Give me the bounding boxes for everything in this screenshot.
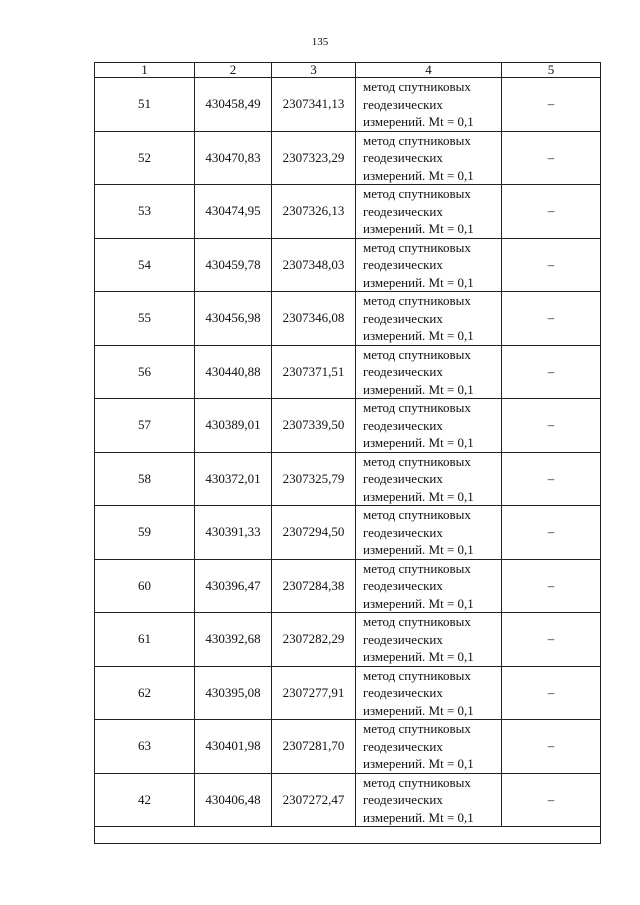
table-row xyxy=(95,452,601,506)
table-row xyxy=(95,292,601,346)
table-row xyxy=(95,506,601,560)
table-footer-row xyxy=(95,827,601,844)
method-cell: метод спутниковых геодезических измерений. Mt = 0,1 xyxy=(356,666,502,720)
table-row xyxy=(95,559,601,613)
y-coordinate-cell: 2307348,03 xyxy=(272,238,356,292)
column-5-cell: – xyxy=(502,506,601,560)
x-coordinate-cell: 430458,49 xyxy=(195,78,272,132)
column-5-cell: – xyxy=(502,720,601,774)
y-coordinate-cell: 2307282,29 xyxy=(272,613,356,667)
column-5-cell: – xyxy=(502,773,601,827)
x-coordinate-cell: 430456,98 xyxy=(195,292,272,346)
point-number-cell: 53 xyxy=(95,185,195,239)
x-coordinate-cell: 430392,68 xyxy=(195,613,272,667)
method-cell: метод спутниковых геодезических измерений. Mt = 0,1 xyxy=(356,452,502,506)
point-number-cell: 55 xyxy=(95,292,195,346)
x-coordinate-cell: 430372,01 xyxy=(195,452,272,506)
method-cell: метод спутниковых геодезических измерений. Mt = 0,1 xyxy=(356,720,502,774)
y-coordinate-cell: 2307341,13 xyxy=(272,78,356,132)
method-cell: метод спутниковых геодезических измерений. Mt = 0,1 xyxy=(356,399,502,453)
table-row xyxy=(95,78,601,132)
method-cell: метод спутниковых геодезических измерений. Mt = 0,1 xyxy=(356,185,502,239)
point-number-cell: 57 xyxy=(95,399,195,453)
table-row xyxy=(95,238,601,292)
method-cell: метод спутниковых геодезических измерений. Mt = 0,1 xyxy=(356,292,502,346)
coordinates-table xyxy=(94,62,601,844)
x-coordinate-cell: 430396,47 xyxy=(195,559,272,613)
x-coordinate-cell: 430440,88 xyxy=(195,345,272,399)
table-row xyxy=(95,131,601,185)
x-coordinate-cell: 430389,01 xyxy=(195,399,272,453)
column-5-cell: – xyxy=(502,78,601,132)
y-coordinate-cell: 2307277,91 xyxy=(272,666,356,720)
x-coordinate-cell: 430395,08 xyxy=(195,666,272,720)
y-coordinate-cell: 2307281,70 xyxy=(272,720,356,774)
header-cell-4: 4 xyxy=(356,63,502,78)
x-coordinate-cell: 430401,98 xyxy=(195,720,272,774)
header-cell-1: 1 xyxy=(95,63,195,78)
method-cell: метод спутниковых геодезических измерений. Mt = 0,1 xyxy=(356,238,502,292)
point-number-cell: 42 xyxy=(95,773,195,827)
y-coordinate-cell: 2307325,79 xyxy=(272,452,356,506)
y-coordinate-cell: 2307323,29 xyxy=(272,131,356,185)
method-cell: метод спутниковых геодезических измерений. Mt = 0,1 xyxy=(356,773,502,827)
table-row xyxy=(95,345,601,399)
column-5-cell: – xyxy=(502,345,601,399)
x-coordinate-cell: 430459,78 xyxy=(195,238,272,292)
column-5-cell: – xyxy=(502,666,601,720)
header-cell-3: 3 xyxy=(272,63,356,78)
table-row xyxy=(95,773,601,827)
point-number-cell: 52 xyxy=(95,131,195,185)
y-coordinate-cell: 2307284,38 xyxy=(272,559,356,613)
page-number: 135 xyxy=(311,36,329,48)
x-coordinate-cell: 430470,83 xyxy=(195,131,272,185)
column-5-cell: – xyxy=(502,238,601,292)
x-coordinate-cell: 430391,33 xyxy=(195,506,272,560)
y-coordinate-cell: 2307294,50 xyxy=(272,506,356,560)
column-5-cell: – xyxy=(502,452,601,506)
method-cell: метод спутниковых геодезических измерений. Mt = 0,1 xyxy=(356,78,502,132)
method-cell: метод спутниковых геодезических измерений. Mt = 0,1 xyxy=(356,613,502,667)
point-number-cell: 58 xyxy=(95,452,195,506)
header-cell-2: 2 xyxy=(195,63,272,78)
table-row xyxy=(95,720,601,774)
y-coordinate-cell: 2307272,47 xyxy=(272,773,356,827)
point-number-cell: 51 xyxy=(95,78,195,132)
point-number-cell: 56 xyxy=(95,345,195,399)
y-coordinate-cell: 2307339,50 xyxy=(272,399,356,453)
table-row xyxy=(95,666,601,720)
x-coordinate-cell: 430474,95 xyxy=(195,185,272,239)
point-number-cell: 63 xyxy=(95,720,195,774)
column-5-cell: – xyxy=(502,185,601,239)
method-cell: метод спутниковых геодезических измерений. Mt = 0,1 xyxy=(356,345,502,399)
column-5-cell: – xyxy=(502,399,601,453)
column-5-cell: – xyxy=(502,559,601,613)
y-coordinate-cell: 2307346,08 xyxy=(272,292,356,346)
method-cell: метод спутниковых геодезических измерений. Mt = 0,1 xyxy=(356,506,502,560)
y-coordinate-cell: 2307371,51 xyxy=(272,345,356,399)
x-coordinate-cell: 430406,48 xyxy=(195,773,272,827)
method-cell: метод спутниковых геодезических измерений. Mt = 0,1 xyxy=(356,559,502,613)
column-5-cell: – xyxy=(502,613,601,667)
header-cell-5: 5 xyxy=(502,63,601,78)
table-header-row xyxy=(95,63,601,78)
table-row xyxy=(95,185,601,239)
column-5-cell: – xyxy=(502,131,601,185)
point-number-cell: 61 xyxy=(95,613,195,667)
table-row xyxy=(95,613,601,667)
point-number-cell: 62 xyxy=(95,666,195,720)
point-number-cell: 60 xyxy=(95,559,195,613)
column-5-cell: – xyxy=(502,292,601,346)
y-coordinate-cell: 2307326,13 xyxy=(272,185,356,239)
point-number-cell: 54 xyxy=(95,238,195,292)
method-cell: метод спутниковых геодезических измерений. Mt = 0,1 xyxy=(356,131,502,185)
table-footer-cell xyxy=(95,827,601,844)
table-row xyxy=(95,399,601,453)
point-number-cell: 59 xyxy=(95,506,195,560)
